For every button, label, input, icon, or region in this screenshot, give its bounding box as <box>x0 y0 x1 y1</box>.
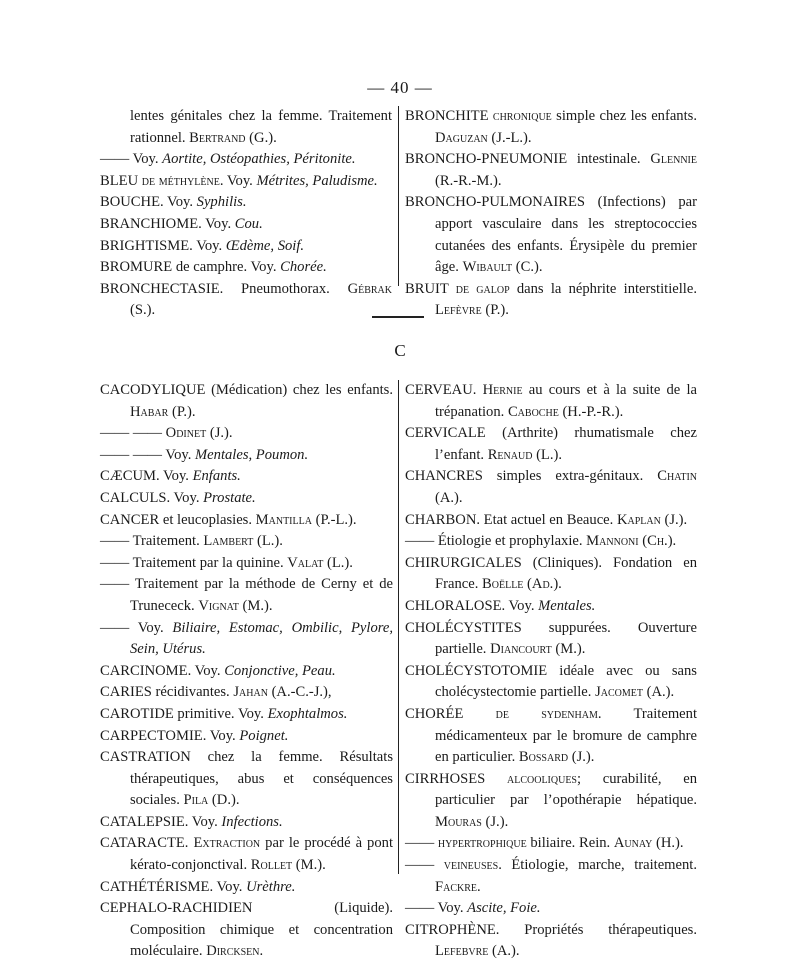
index-entry <box>405 192 697 278</box>
index-entry <box>100 877 393 899</box>
index-entry <box>405 531 697 553</box>
author-or-smallcaps-text: Lambert (L.). <box>203 533 283 550</box>
index-entry <box>405 106 697 149</box>
entry-text: . Étiologie, marche, traitement. <box>498 857 697 874</box>
entry-text: biliaire. Rein. <box>526 835 614 852</box>
index-entry <box>405 149 697 192</box>
author-or-smallcaps-text: Pila (D.). <box>183 792 240 809</box>
author-or-smallcaps-text: chronique <box>492 108 552 124</box>
index-entry <box>100 510 393 532</box>
section-c-right-column <box>405 380 697 963</box>
entry-text: BRONCHO-PULMONAIRES (Infections) par apport vasculaire dans les streptococcies cutanées des enfants. Érysipèle du premier âge. <box>405 194 697 276</box>
cross-reference-text: Infections. <box>221 813 283 830</box>
index-entry <box>100 682 393 704</box>
page-number: — 40 — <box>367 78 433 97</box>
entry-text: CAROTIDE primitive. Voy. <box>100 705 268 722</box>
cross-reference-text: Enfants. <box>192 468 241 485</box>
entry-text: CIRRHOSES <box>405 770 507 787</box>
entry-text: CHARBON. Etat actuel en Beauce. <box>405 511 617 528</box>
entry-text: BRONCHO-PNEUMONIE intestinale. <box>405 151 651 168</box>
author-or-smallcaps-text: Mannoni (Ch.). <box>586 533 677 550</box>
entry-text: —— Voy. <box>405 900 468 917</box>
index-entry <box>405 769 697 834</box>
index-entry <box>100 171 392 193</box>
entry-text: au cours et à la suite de la trépanation. <box>435 382 698 420</box>
entry-text: BOUCHE. Voy. <box>100 194 197 211</box>
author-or-smallcaps-text: Mantilla (P.-L.). <box>255 511 357 528</box>
cross-reference-text: Biliaire, Estomac, Ombilic, Pylore, Sein, Utérus. <box>130 619 394 658</box>
author-or-smallcaps-text: Bertrand (G.). <box>189 129 277 146</box>
author-or-smallcaps-text: Lefèvre (P.). <box>435 302 509 319</box>
entry-text: BRANCHIOME. Voy. <box>100 215 235 232</box>
index-entry <box>100 279 392 322</box>
author-or-smallcaps-text: Habar (P.). <box>130 403 196 420</box>
entry-text: CERVICALE (Arthrite) rhumatismale chez l’enfant. <box>405 425 697 463</box>
entry-text: dans la néphrite interstitielle. <box>509 280 697 297</box>
entry-text: CÆCUM. Voy. <box>100 468 193 485</box>
entry-text: CANCER et leucoplasies. <box>100 511 256 528</box>
entry-text: —— Voy. <box>100 151 163 168</box>
author-or-smallcaps-text: Dircksen. <box>206 943 264 960</box>
cross-reference-text: Aortite, Ostéopathies, Péritonite. <box>162 151 356 168</box>
index-entry <box>100 488 393 510</box>
entry-text: —— Traitement par la méthode de Cerny et de Trunececk. <box>100 576 393 614</box>
section-c-left-column <box>100 380 393 963</box>
index-entry <box>100 236 392 258</box>
cross-reference-text: Cou. <box>234 215 263 232</box>
entry-text: CARIES récidivantes. <box>100 684 234 701</box>
index-entry <box>100 531 393 553</box>
index-entry <box>100 898 393 963</box>
cross-reference-text: Urèthre. <box>246 878 296 895</box>
author-or-smallcaps-text: Caboche (H.-P.-R.). <box>507 403 624 420</box>
entry-text: BRUIT <box>405 280 456 297</box>
author-or-smallcaps-text: alcooliques <box>507 770 577 787</box>
entry-text: CHOLÉCYSTITES suppurées. Ouverture partielle. <box>405 619 697 658</box>
top-right-column <box>405 106 697 322</box>
index-entry <box>100 618 393 661</box>
index-entry <box>405 833 697 855</box>
index-entry <box>100 704 393 726</box>
author-or-smallcaps-text: Rollet (M.). <box>250 857 326 874</box>
column-divider-c <box>398 380 399 874</box>
section-separator <box>372 316 424 318</box>
index-entry <box>100 661 393 683</box>
index-entry <box>405 618 697 661</box>
author-or-smallcaps-text: Aunay (H.). <box>613 835 684 852</box>
index-entry <box>405 855 697 898</box>
cross-reference-text: Métrites, Paludisme. <box>256 172 378 189</box>
author-or-smallcaps-text: de sydenham <box>495 705 598 722</box>
author-or-smallcaps-text: Daguzan (J.-L.). <box>435 129 532 146</box>
entry-text: CACODYLIQUE (Médication) chez les enfants. <box>100 382 393 398</box>
author-or-smallcaps-text: Gébrak (S.). <box>130 280 392 319</box>
entry-text: BRONCHECTASIE. Pneumothorax. <box>100 280 348 297</box>
author-or-smallcaps-text: Odinet (J.). <box>165 425 233 442</box>
entry-text: CASTRATION chez la femme. Résultats thérapeutiques, abus et conséquences sociales. <box>100 749 393 809</box>
entry-text: . Voy. <box>219 172 257 189</box>
index-entry <box>100 747 393 812</box>
index-entry <box>100 445 393 467</box>
entry-text: —— —— Voy. <box>100 446 196 463</box>
index-entry <box>100 812 393 834</box>
index-entry <box>405 380 697 423</box>
section-letter: C <box>394 341 406 360</box>
author-or-smallcaps-text: Glennie (R.-R.-M.). <box>435 151 697 189</box>
entry-text: —— Traitement. <box>100 533 204 550</box>
index-entry <box>100 192 392 214</box>
author-or-smallcaps-text: Boëlle (Ad.). <box>482 576 562 593</box>
entry-text: —— <box>405 835 438 852</box>
author-or-smallcaps-text: Hernie <box>482 382 523 398</box>
index-entry <box>405 596 697 618</box>
author-or-smallcaps-text: Kaplan (J.). <box>616 511 688 528</box>
author-or-smallcaps-text: Mouras (J.). <box>435 813 509 830</box>
index-entry <box>100 423 393 445</box>
entry-text: CHORÉE <box>405 705 496 722</box>
entry-text: CALCULS. Voy. <box>100 489 204 506</box>
entry-text: BLEU <box>100 172 142 189</box>
index-entry <box>100 553 393 575</box>
cross-reference-text: Chorée. <box>280 259 327 276</box>
author-or-smallcaps-text: Wibault (C.). <box>462 259 543 276</box>
cross-reference-text: Ascite, Foie. <box>467 900 541 917</box>
author-or-smallcaps-text: Chatin (A.). <box>435 468 697 506</box>
entry-text: —— <box>405 857 444 874</box>
index-entry <box>405 920 697 963</box>
index-entry <box>100 380 393 423</box>
entry-text: CEPHALO-RACHIDIEN (Liquide). Composition chimique et concentration moléculaire. <box>100 900 393 960</box>
author-or-smallcaps-text: hypertrophique <box>437 835 527 852</box>
index-entry <box>405 704 697 769</box>
entry-text: CARPECTOMIE. Voy. <box>100 727 240 744</box>
cross-reference-text: Prostate. <box>203 489 256 506</box>
author-or-smallcaps-text: Jacomet (A.). <box>595 684 675 701</box>
author-or-smallcaps-text: Diancourt (M.). <box>490 641 586 658</box>
entry-text: CHLORALOSE. Voy. <box>405 597 539 614</box>
index-entry <box>100 574 393 617</box>
author-or-smallcaps-text: Jahan (A.-C.-J.), <box>233 684 332 701</box>
cross-reference-text: Mentales, Poumon. <box>195 446 309 463</box>
index-entry <box>405 423 697 466</box>
index-entry <box>100 833 393 876</box>
author-or-smallcaps-text: de méthylène <box>141 172 220 189</box>
entry-text: CHANCRES simples extra-génitaux. <box>405 468 658 485</box>
author-or-smallcaps-text: Extraction <box>193 835 261 852</box>
entry-text: . Traitement médicamenteux par le bromure de camphre en particulier. <box>435 705 698 766</box>
author-or-smallcaps-text: de galop <box>455 280 510 297</box>
entry-text: CHIRURGICALES (Cliniques). Fondation en France. <box>405 554 697 593</box>
entry-text: par le procédé à pont kérato-conjonctival. <box>130 835 394 874</box>
index-entry <box>405 466 697 509</box>
author-or-smallcaps-text: Fackre. <box>435 878 481 895</box>
entry-text: lentes génitales chez la femme. Traitement rationnel. <box>130 108 392 146</box>
entry-text: CERVEAU. <box>405 382 483 398</box>
entry-text: BRIGHTISME. Voy. <box>100 237 226 254</box>
index-entry <box>405 510 697 532</box>
entry-text: ; curabilité, en particulier par l’opothérapie hépatique. <box>435 770 697 809</box>
author-or-smallcaps-text: Bossard (J.). <box>518 749 595 766</box>
top-left-column <box>100 106 392 322</box>
index-entry <box>405 898 697 920</box>
entry-text: CATALEPSIE. Voy. <box>100 813 222 830</box>
entry-text: CHOLÉCYSTOTOMIE idéale avec ou sans cholécystectomie partielle. <box>405 662 697 701</box>
column-divider-top <box>398 106 399 286</box>
entry-text: —— Traitement par la quinine. <box>100 554 288 571</box>
index-entry <box>405 553 697 596</box>
cross-reference-text: Poignet. <box>239 727 289 744</box>
entry-text: CARCINOME. Voy. <box>100 662 225 679</box>
index-entry <box>100 257 392 279</box>
author-or-smallcaps-text: veineuses <box>443 857 499 874</box>
entry-text: —— —— <box>100 425 166 442</box>
author-or-smallcaps-text: Renaud (L.). <box>487 446 562 463</box>
cross-reference-text: Œdème, Soif. <box>225 237 305 254</box>
author-or-smallcaps-text: Lefebvre (A.). <box>435 943 520 960</box>
author-or-smallcaps-text: Vignat (M.). <box>198 597 273 614</box>
entry-text: BROMURE de camphre. Voy. <box>100 259 281 276</box>
entry-text: CATARACTE. <box>100 835 194 852</box>
index-entry <box>100 214 392 236</box>
cross-reference-text: Conjonctive, Peau. <box>224 662 336 679</box>
cross-reference-text: Mentales. <box>538 597 596 614</box>
entry-text: CITROPHÈNE. Propriétés thérapeutiques. <box>405 921 697 938</box>
entry-text: —— Voy. <box>100 619 173 636</box>
index-entry <box>100 726 393 748</box>
entry-text: BRONCHITE <box>405 108 493 124</box>
entry-text: —— Étiologie et prophylaxie. <box>405 533 587 550</box>
index-entry <box>100 106 392 149</box>
index-entry <box>100 149 392 171</box>
entry-text: simple chez les enfants. <box>551 108 697 124</box>
cross-reference-text: Syphilis. <box>196 194 247 211</box>
entry-text: CATHÉTÉRISME. Voy. <box>100 878 247 895</box>
author-or-smallcaps-text: Valat (L.). <box>287 554 353 571</box>
cross-reference-text: Exophtalmos. <box>267 705 348 722</box>
index-entry <box>100 466 393 488</box>
index-entry <box>405 661 697 704</box>
index-entry <box>405 279 697 322</box>
